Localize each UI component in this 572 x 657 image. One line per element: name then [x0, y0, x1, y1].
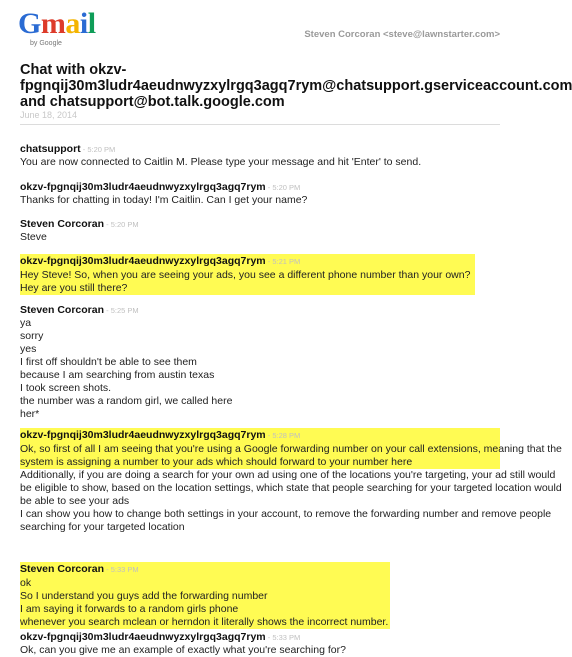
message-line: yes [20, 343, 37, 355]
message-line: sorry [20, 330, 44, 342]
user-identity: Steven Corcoran <steve@lawnstarter.com> [304, 29, 500, 40]
message-speaker: okzv-fpgnqij30m3ludr4aeudnwyzxylrgq3agq7rym - 5:28 PM [20, 428, 500, 443]
chat-title-line2: fpgnqij30m3ludr4aeudnwyzxylrgq3agq7rym@chatsupport.gserviceaccount.com [20, 78, 572, 94]
message-line: whenever you search mclean or herndon it literally shows the incorrect number. [20, 616, 389, 628]
message-line: system is assigning a number to your ads which should forward to your number here [20, 456, 500, 469]
message-block [20, 304, 232, 421]
message-speaker: Steven Corcoran - 5:33 PM [20, 562, 390, 577]
message-block [20, 181, 307, 207]
message-block [20, 218, 139, 244]
message-line: searching for your targeted location [20, 521, 185, 533]
gmail-logo [18, 6, 118, 52]
message-speaker: chatsupport - 5:20 PM [20, 143, 116, 155]
message-line: Thanks for chatting in today! I'm Caitlin. Can I get your name? [20, 194, 308, 206]
message-block [20, 631, 346, 657]
chat-title-line3: and chatsupport@bot.talk.google.com [20, 94, 285, 110]
chat-date: June 18, 2014 [20, 110, 78, 120]
header-divider [20, 124, 500, 125]
message-time: - 5:20 PM [265, 183, 301, 192]
message-line: Additionally, if you are doing a search for your own ad using one of the locations you're targeting, your ad still would [20, 469, 556, 481]
message-line: I first off shouldn't be able to see them [20, 356, 197, 368]
message-line: I took screen shots. [20, 382, 112, 394]
message-time: - 5:20 PM [104, 220, 139, 229]
message-speaker: Steven Corcoran - 5:20 PM [20, 218, 139, 230]
message-line: I can show you how to change both settings in your account, to remove the forwarding number and remove people [20, 508, 552, 520]
message-line: ya [20, 317, 32, 329]
message-line: So I understand you guys add the forwarding number [20, 590, 390, 603]
message-line: Hey Steve! So, when you are seeing your ads, you see a different phone number than your own? [20, 269, 475, 282]
message-line: be eligible to show, based on the location settings, which state that people searching for your targeted location would [20, 482, 562, 494]
message-line: I am saying it forwards to a random girls phone [20, 603, 390, 616]
gmail-logo-by: by Google [30, 40, 62, 47]
message-block-highlighted [20, 562, 390, 629]
chat-title [20, 62, 572, 110]
message-line: the number was a random girl, we called here [20, 395, 233, 407]
message-time: - 5:33 PM [265, 633, 301, 642]
message-block [20, 143, 421, 169]
message-line: her* [20, 408, 40, 420]
message-speaker: okzv-fpgnqij30m3ludr4aeudnwyzxylrgq3agq7rym - 5:21 PM [20, 254, 475, 269]
message-line: Hey are you still there? [20, 282, 475, 295]
message-block-highlighted [20, 428, 562, 534]
message-line: be able to see your ads [20, 495, 130, 507]
message-line: Ok, can you give me an example of exactly what you're searching for? [20, 644, 346, 656]
gmail-logo-text: Gmail [18, 7, 96, 40]
message-time: - 5:28 PM [265, 431, 301, 440]
message-line: Ok, so first of all I am seeing that you're using a Google forwarding number on your call extensions, meaning that the [20, 443, 562, 455]
message-speaker: Steven Corcoran - 5:25 PM [20, 304, 139, 316]
message-line: You are now connected to Caitlin M. Please type your message and hit 'Enter' to send. [20, 156, 422, 168]
message-time: - 5:25 PM [104, 306, 139, 315]
message-block-highlighted [20, 254, 475, 295]
message-speaker: okzv-fpgnqij30m3ludr4aeudnwyzxylrgq3agq7rym - 5:33 PM [20, 631, 301, 643]
message-time: - 5:20 PM [80, 145, 116, 154]
message-line: Steve [20, 231, 47, 243]
message-line: because I am searching from austin texas [20, 369, 215, 381]
header [0, 0, 500, 60]
message-time: - 5:21 PM [265, 257, 301, 266]
chat-title-line1: Chat with okzv- [20, 62, 127, 78]
message-line: ok [20, 577, 390, 590]
message-speaker: okzv-fpgnqij30m3ludr4aeudnwyzxylrgq3agq7rym - 5:20 PM [20, 181, 301, 193]
message-time: - 5:33 PM [104, 565, 139, 574]
